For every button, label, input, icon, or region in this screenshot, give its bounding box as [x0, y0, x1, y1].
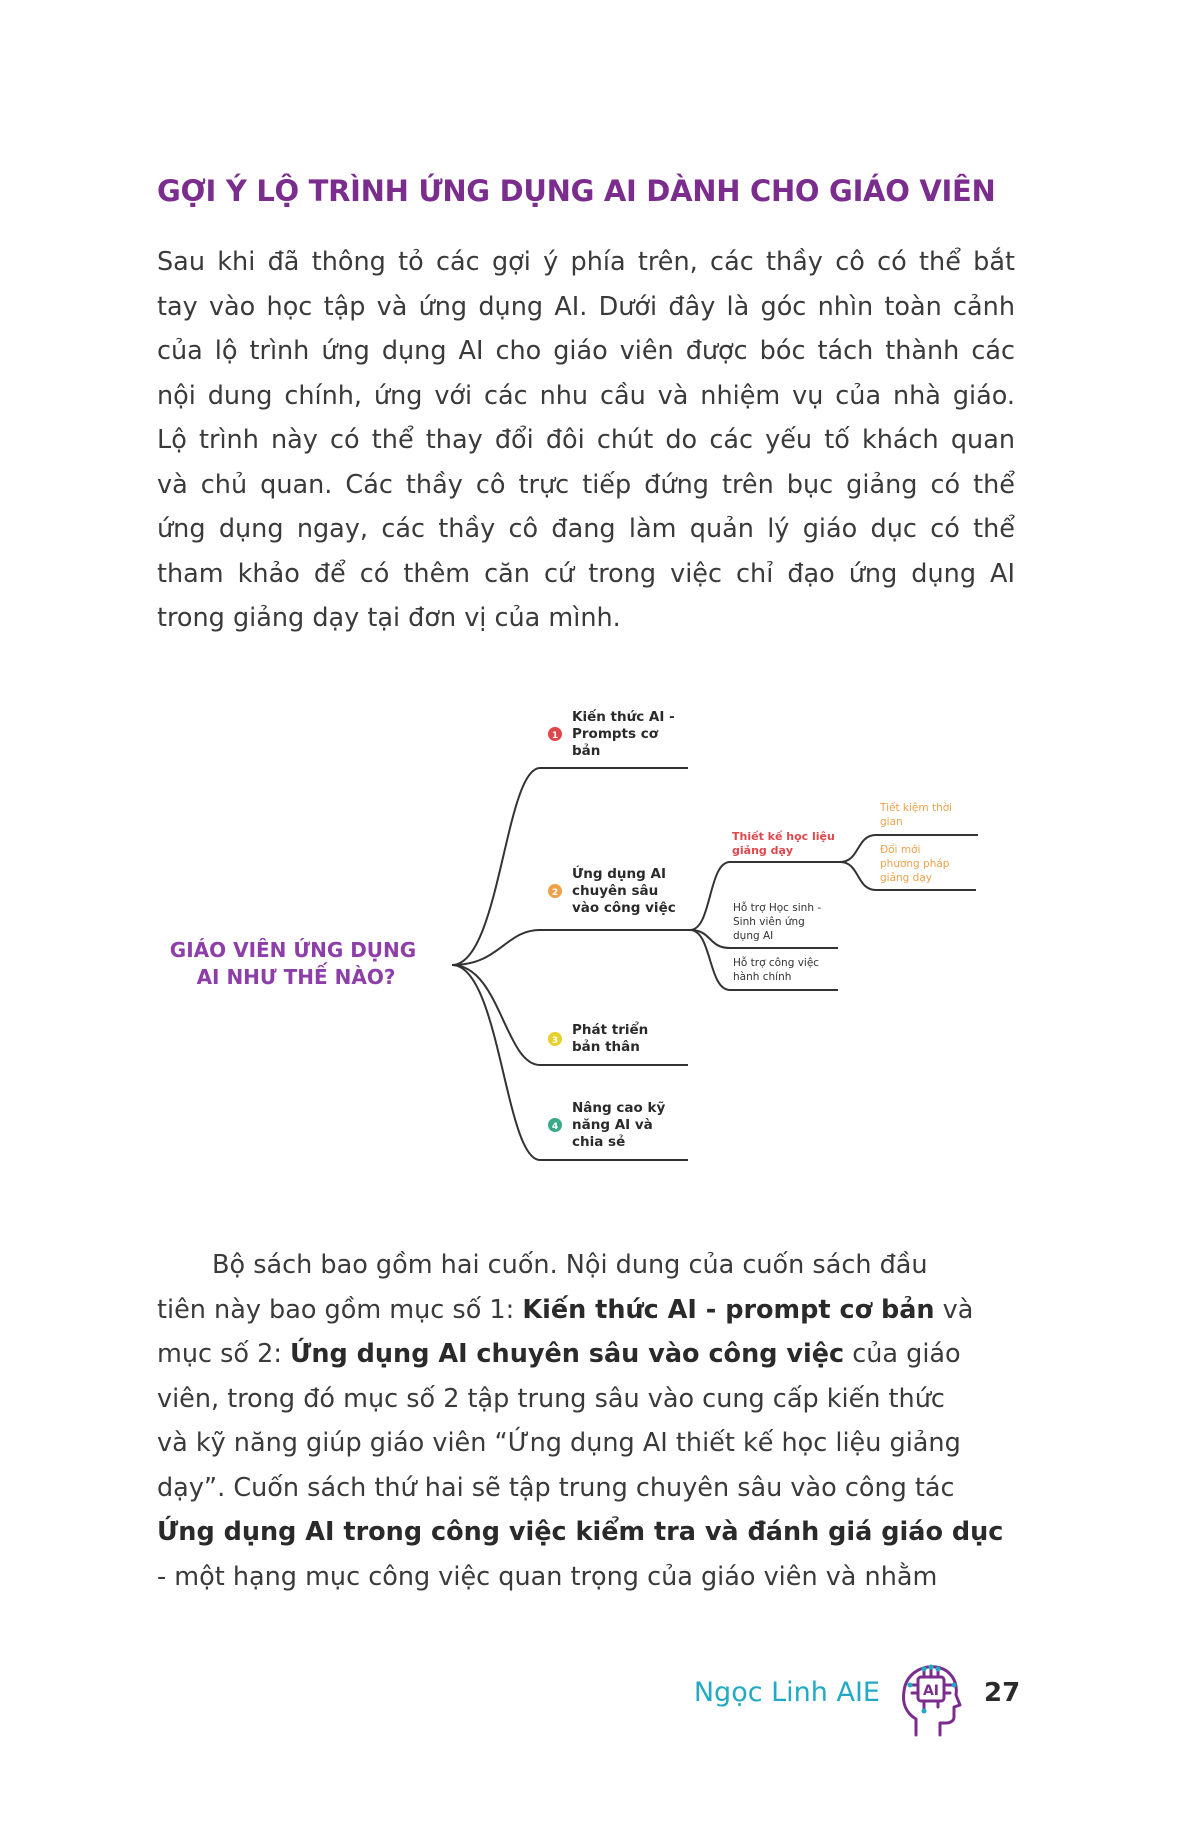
- leaf-innovation-label: phương pháp: [880, 858, 950, 870]
- intro-line: của lộ trình ứng dụng AI cho giáo viên được bóc tách thành các: [157, 336, 1015, 366]
- branch-1-label: Kiến thức AI -: [572, 709, 675, 725]
- branch-4-label: chia sẻ: [572, 1134, 626, 1150]
- connector-sub-1: [690, 862, 730, 930]
- connector-leaf-2: [840, 862, 876, 890]
- intro-line: Sau khi đã thông tỏ các gợi ý phía trên, các thầy cô có thể bắt: [157, 247, 1015, 277]
- branch-3-label: bản thân: [572, 1039, 640, 1055]
- branch-1-label: Prompts cơ: [572, 726, 659, 742]
- body-text: và: [934, 1294, 974, 1325]
- sub-branch-student-label: Hỗ trợ Học sinh -: [733, 902, 822, 914]
- bold-term: Kiến thức AI - prompt cơ bản: [522, 1294, 935, 1325]
- leaf-innovation-label: Đổi mới: [880, 844, 921, 856]
- sub-branch-student-label: Sinh viên ứng: [733, 916, 805, 928]
- body-text: tiên này bao gồm mục số 1:: [157, 1294, 523, 1325]
- bold-term: Ứng dụng AI trong công việc kiểm tra và đánh giá giáo dục: [157, 1517, 1004, 1547]
- connector-leaf-1: [840, 835, 876, 862]
- bold-term: Ứng dụng AI chuyên sâu vào công việc: [290, 1339, 845, 1369]
- branch-2-label: vào công việc: [572, 900, 676, 916]
- branch-4-label: năng AI và: [572, 1117, 653, 1133]
- mind-map-root-line: AI NHƯ THẾ NÀO?: [196, 965, 396, 989]
- body-paragraph: [157, 1243, 1015, 1599]
- connector-branch-3: [452, 965, 540, 1065]
- branch-number: 2: [551, 888, 559, 898]
- section-heading: GỢI Ý LỘ TRÌNH ỨNG DỤNG AI DÀNH CHO GIÁO VIÊN: [157, 174, 996, 208]
- mind-map-root-line: GIÁO VIÊN ỨNG DỤNG: [169, 938, 417, 962]
- connector-branch-1: [452, 768, 540, 965]
- leaf-save-time-label: gian: [880, 816, 903, 828]
- body-text: mục số 2:: [157, 1339, 291, 1369]
- branch-2-label: Ứng dụng AI: [572, 866, 666, 882]
- branch-1-label: bản: [572, 743, 601, 759]
- intro-paragraph: [157, 240, 1015, 641]
- branch-number: 1: [551, 731, 559, 741]
- body-line: viên, trong đó mục số 2 tập trung sâu vào cung cấp kiến thức: [157, 1383, 945, 1414]
- intro-line: tham khảo để có thêm căn cứ trong việc chỉ đạo ứng dụng AI: [157, 558, 1015, 589]
- intro-line: trong giảng dạy tại đơn vị của mình.: [157, 603, 621, 633]
- branch-4-label: Nâng cao kỹ: [572, 1100, 666, 1116]
- intro-line: Lộ trình này có thể thay đổi đôi chút do các yếu tố khách quan: [157, 425, 1015, 455]
- body-line: Bộ sách bao gồm hai cuốn. Nội dung của cuốn sách đầu: [212, 1250, 928, 1280]
- logo-text: AI: [922, 1683, 940, 1699]
- sub-branch-student-label: dụng AI: [733, 930, 774, 942]
- branch-number: 4: [551, 1122, 559, 1132]
- body-line: [157, 1288, 1015, 1333]
- body-text: của giáo: [844, 1339, 961, 1369]
- intro-line: và chủ quan. Các thầy cô trực tiếp đứng trên bục giảng có thể: [157, 469, 1015, 500]
- branch-3-label: Phát triển: [572, 1022, 649, 1038]
- sub-branch-design-label: giảng dạy: [732, 844, 794, 857]
- sub-branch-admin-label: Hỗ trợ công việc: [733, 957, 820, 969]
- mind-map-diagram: [0, 690, 1197, 1190]
- body-line: [157, 1510, 1015, 1555]
- leaf-innovation-label: giảng dạy: [880, 872, 932, 884]
- body-line: dạy”. Cuốn sách thứ hai sẽ tập trung chuyên sâu vào công tác: [157, 1472, 955, 1503]
- intro-line: ứng dụng ngay, các thầy cô đang làm quản lý giáo dục có thể: [157, 514, 1015, 544]
- leaf-save-time-label: Tiết kiệm thời: [880, 802, 953, 814]
- intro-line: tay vào học tập và ứng dụng AI. Dưới đây là góc nhìn toàn cảnh: [157, 291, 1015, 322]
- intro-line: nội dung chính, ứng với các nhu cầu và nhiệm vụ của nhà giáo.: [157, 380, 1015, 411]
- branch-2-label: chuyên sâu: [572, 883, 659, 899]
- body-line: - một hạng mục công việc quan trọng của giáo viên và nhằm: [157, 1561, 938, 1592]
- sub-branch-design-label: Thiết kế học liệu: [732, 830, 835, 843]
- ai-head-icon: [898, 1657, 964, 1739]
- footer-author: Ngọc Linh AIE: [693, 1677, 880, 1708]
- connector-branch-4: [452, 965, 540, 1160]
- body-line: và kỹ năng giúp giáo viên “Ứng dụng AI thiết kế học liệu giảng: [157, 1428, 961, 1458]
- branch-number: 3: [551, 1036, 559, 1046]
- body-line: [157, 1332, 1015, 1377]
- sub-branch-admin-label: hành chính: [733, 971, 792, 983]
- page-number: 27: [984, 1678, 1021, 1708]
